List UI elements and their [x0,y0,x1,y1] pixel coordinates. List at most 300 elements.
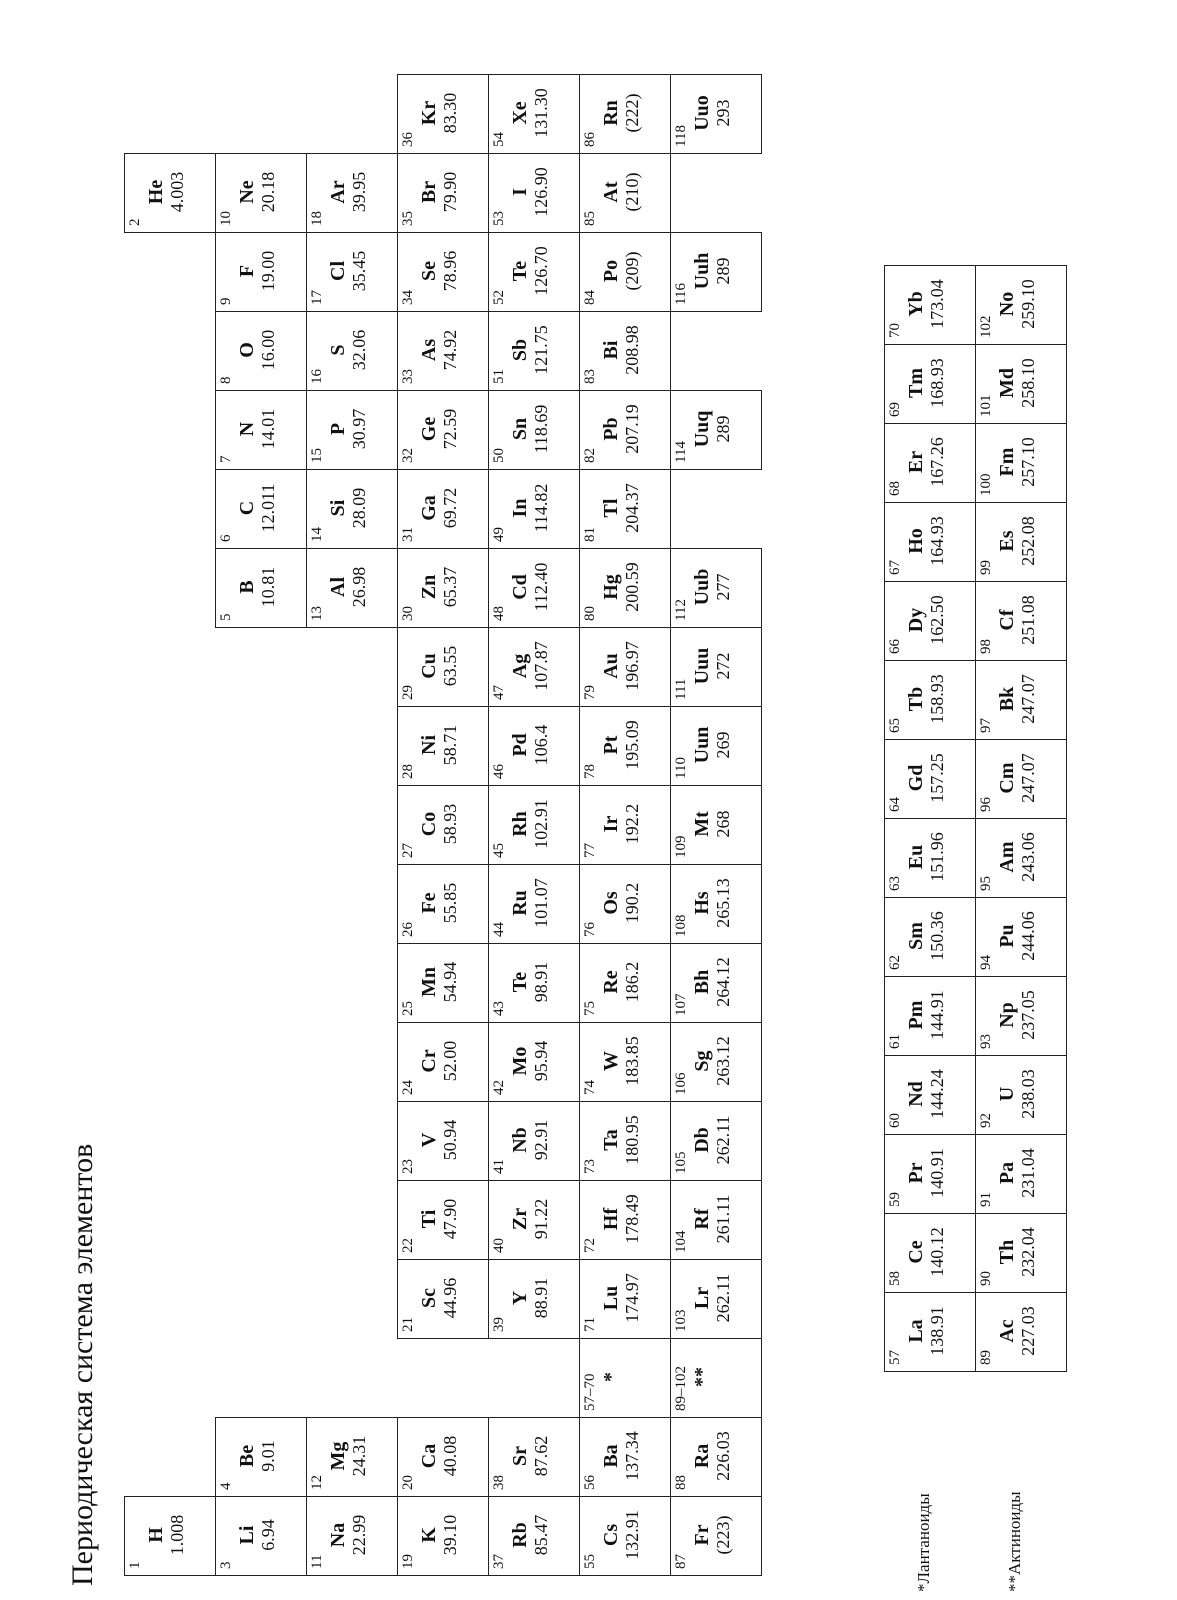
element-mass: 157.25 [927,753,947,803]
element-symbol: S [327,344,349,356]
element-cell [580,628,671,707]
element-cell-content [489,944,579,1022]
element-symbol: Co [418,811,440,837]
element-symbol: Ce [905,1240,927,1264]
element-mass: 262.11 [713,1273,733,1323]
element-mass: (209) [622,251,642,291]
element-cell-content [216,1497,306,1575]
element-cell-content [885,503,975,581]
element-mass: 87.62 [531,1435,551,1477]
empty-cell [307,865,398,944]
element-cell-content [307,233,397,311]
element-cell-content [671,628,761,706]
element-cell-content [307,1418,397,1496]
element-symbol: Rh [509,811,531,837]
element-symbol: Ac [996,1319,1018,1343]
element-cell-content [489,865,579,943]
element-cell-content [671,1181,761,1259]
element-cell-content [398,154,488,232]
element-number: 74 [582,1080,598,1095]
element-cell-content [885,266,975,344]
empty-cell [125,628,216,707]
element-number: 10 [218,211,234,226]
element-symbol: Hg [600,574,622,600]
element-symbol: Uuh [691,252,713,290]
element-number: 93 [978,1034,994,1049]
element-symbol: Sm [905,922,927,950]
element-cell [580,1102,671,1181]
element-cell-content [976,266,1066,344]
element-cell [216,549,307,628]
element-symbol: Hf [600,1207,622,1231]
element-mass: 102.91 [531,799,551,849]
element-symbol: Pd [509,733,531,757]
empty-cell [125,1418,216,1497]
element-mass: 140.12 [927,1227,947,1277]
element-number: 61 [887,1034,903,1049]
element-cell-content [580,865,670,943]
element-number: 30 [400,606,416,621]
element-number: 31 [400,527,416,542]
element-cell-content [398,470,488,548]
element-cell-content [216,470,306,548]
element-mass: 16.00 [258,329,278,371]
element-cell-content [885,582,975,660]
element-mass: 32.06 [349,329,369,371]
element-symbol: Ca [418,1443,440,1469]
element-symbol: Ra [691,1443,713,1469]
element-cell [398,1497,489,1576]
element-number: 2 [127,218,143,226]
element-number: 23 [400,1159,416,1174]
element-mass: 259.10 [1018,279,1038,329]
element-cell [125,154,216,233]
element-cell [885,1135,976,1214]
element-symbol: No [996,291,1018,317]
element-cell [580,312,671,391]
empty-cell [125,1181,216,1260]
element-cell-content [307,1497,397,1575]
element-cell-content [580,707,670,785]
element-number: 12 [309,1475,325,1490]
element-cell [307,1418,398,1497]
element-number: 105 [673,1151,689,1174]
element-cell [489,707,580,786]
empty-cell [671,312,762,391]
element-number: 5 [218,613,234,621]
element-number: 42 [491,1080,507,1095]
element-cell-content [671,1102,761,1180]
element-number: 24 [400,1080,416,1095]
element-cell [489,549,580,628]
element-mass: 268 [713,810,733,838]
element-number: 102 [978,315,994,338]
element-cell-content [580,944,670,1022]
element-cell [489,786,580,865]
element-symbol: Rn [600,100,622,126]
element-cell [398,1418,489,1497]
element-symbol: Sg [691,1050,713,1072]
element-mass: 263.12 [713,1036,733,1086]
element-mass: 151.96 [927,832,947,882]
element-mass: 1.008 [167,1514,187,1556]
empty-cell [216,786,307,865]
element-symbol: He [145,179,167,205]
empty-cell [216,944,307,1023]
element-mass: (222) [622,93,642,133]
element-cell-content [307,470,397,548]
element-cell-content [885,740,975,818]
element-symbol: Uun [691,726,713,764]
element-cell [398,1102,489,1181]
element-cell [398,1023,489,1102]
empty-cell [216,1181,307,1260]
element-mass: 92.91 [531,1119,551,1161]
element-cell [976,503,1067,582]
element-number: 116 [673,283,689,305]
element-symbol: Th [996,1239,1018,1265]
element-mass: 69.72 [440,487,460,529]
element-symbol: Sc [418,1288,440,1308]
element-number: 77 [582,843,598,858]
element-symbol: Hs [691,891,713,915]
element-mass: 238.03 [1018,1069,1038,1119]
element-cell [580,1023,671,1102]
element-number: 49 [491,527,507,542]
element-mass: (223) [713,1515,733,1555]
element-mass: 265.13 [713,878,733,928]
element-mass: 88.91 [531,1277,551,1319]
element-cell-content [489,628,579,706]
element-cell [398,312,489,391]
element-cell [976,582,1067,661]
element-number: 29 [400,685,416,700]
element-symbol: Pr [905,1162,927,1184]
element-cell [307,154,398,233]
element-cell [671,1339,762,1418]
element-number: 38 [491,1475,507,1490]
element-cell [885,582,976,661]
table-row [671,75,762,1576]
element-cell-content [671,707,761,785]
element-mass: 118.69 [531,404,551,454]
element-mass: 132.91 [622,1510,642,1560]
element-number: 6 [218,534,234,542]
element-number: 110 [673,757,689,779]
element-number: 11 [309,1554,325,1569]
element-cell [307,391,398,470]
element-cell-content [671,233,761,311]
element-cell [671,628,762,707]
element-mass: 167.26 [927,437,947,487]
element-symbol: C [236,500,258,516]
element-mass: 121.75 [531,325,551,375]
element-cell [885,740,976,819]
element-mass: 4.003 [167,171,187,213]
element-cell [216,312,307,391]
element-mass: 112.40 [531,562,551,612]
element-number: 35 [400,211,416,226]
element-mass: 44.96 [440,1277,460,1319]
element-symbol: Cf [996,609,1018,631]
element-symbol: Zr [509,1207,531,1231]
element-symbol: Uuq [691,410,713,448]
element-cell [671,1497,762,1576]
element-mass: 138.91 [927,1306,947,1356]
element-symbol: V [418,1132,440,1148]
element-mass: 101.07 [531,878,551,928]
element-number: 99 [978,560,994,575]
element-cell [885,1056,976,1135]
element-cell-content [398,391,488,469]
element-number: 21 [400,1317,416,1332]
element-mass: 190.2 [622,882,642,924]
empty-cell [125,549,216,628]
element-mass: 58.71 [440,724,460,766]
element-mass: 30.97 [349,408,369,450]
element-cell-content [580,1339,670,1417]
empty-cell [125,1102,216,1181]
element-cell [885,819,976,898]
element-cell-content [976,740,1066,818]
element-symbol: Ti [418,1209,440,1229]
element-cell-content [976,1293,1066,1371]
element-number: 90 [978,1271,994,1286]
element-symbol: Sn [509,417,531,441]
empty-cell [307,1339,398,1418]
element-number: 101 [978,394,994,417]
element-symbol: Uuo [691,95,713,131]
element-symbol: Er [905,450,927,474]
empty-cell [125,786,216,865]
element-mass: 79.90 [440,171,460,213]
table-row [976,266,1067,1372]
element-cell [671,549,762,628]
element-mass: 204.37 [622,483,642,533]
element-number: 69 [887,402,903,417]
element-mass: 78.96 [440,250,460,292]
element-cell [580,154,671,233]
element-cell [398,628,489,707]
element-symbol: B [236,580,258,594]
periodic-table [124,74,762,1576]
element-number: 37 [491,1554,507,1569]
element-mass: 55.85 [440,882,460,924]
element-number: 94 [978,955,994,970]
element-cell-content [671,786,761,864]
element-cell [489,1023,580,1102]
element-cell-content [885,424,975,502]
element-number: 52 [491,290,507,305]
empty-cell [671,154,762,233]
element-symbol: Zn [418,574,440,600]
element-cell-content [976,1135,1066,1213]
element-cell [398,707,489,786]
element-cell-content [216,312,306,390]
element-cell-content [580,1102,670,1180]
element-cell [489,75,580,154]
element-number: 13 [309,606,325,621]
element-cell [580,391,671,470]
element-symbol: Np [996,1002,1018,1028]
element-mass: 226.03 [713,1431,733,1481]
element-cell-content [580,1418,670,1496]
element-cell-content [671,75,761,153]
element-mass: 243.06 [1018,832,1038,882]
element-number: 51 [491,369,507,384]
element-mass: 269 [713,731,733,759]
element-mass: 192.2 [622,803,642,845]
empty-cell [216,707,307,786]
element-symbol: Pm [905,1000,927,1030]
element-symbol: La [905,1319,927,1343]
element-mass: 52.00 [440,1040,460,1082]
element-cell-content [125,1497,215,1575]
element-mass: 200.59 [622,562,642,612]
element-cell-content [489,1497,579,1575]
element-mass: 164.93 [927,516,947,566]
element-symbol: Ni [418,735,440,755]
element-mass: 257.10 [1018,437,1038,487]
element-symbol: Nd [905,1081,927,1107]
element-cell [976,1293,1067,1372]
element-cell-content [976,898,1066,976]
element-mass: 178.49 [622,1194,642,1244]
element-number: 63 [887,876,903,891]
element-cell [489,1181,580,1260]
element-cell [671,1023,762,1102]
element-mass: 180.95 [622,1115,642,1165]
element-number: 16 [309,369,325,384]
element-mass: 24.31 [349,1435,369,1477]
element-cell [489,154,580,233]
element-cell [976,424,1067,503]
element-cell-content [671,1418,761,1496]
element-cell [671,1102,762,1181]
page-title: Периодическая система элементов [66,1143,99,1586]
element-symbol: Mn [418,967,440,997]
element-symbol: H [145,1527,167,1543]
element-cell [398,944,489,1023]
element-cell-content [489,1023,579,1101]
element-number: 22 [400,1238,416,1253]
element-symbol: Al [327,577,349,597]
element-cell-content [489,391,579,469]
element-cell-content [398,1418,488,1496]
element-number: 97 [978,718,994,733]
element-mass: 22.99 [349,1514,369,1556]
element-cell-content [580,1497,670,1575]
element-cell-content [398,1181,488,1259]
element-cell [885,266,976,345]
element-number: 95 [978,876,994,891]
element-cell [885,345,976,424]
element-number: 65 [887,718,903,733]
lanthanides-label: *Лантаноиды [914,1493,933,1592]
element-cell [580,786,671,865]
element-number: 4 [218,1482,234,1490]
element-cell [671,391,762,470]
element-symbol: Ar [327,180,349,204]
element-cell-content [307,154,397,232]
element-symbol: K [418,1527,440,1543]
element-symbol: Lu [600,1285,622,1311]
element-number: 62 [887,955,903,970]
element-symbol: As [418,338,440,362]
element-symbol: Po [600,259,622,283]
element-cell-content [671,1023,761,1101]
element-number: 28 [400,764,416,779]
element-cell [671,233,762,312]
element-cell [671,944,762,1023]
element-symbol: Eu [905,844,927,870]
empty-cell [125,1023,216,1102]
element-symbol: Cr [418,1049,440,1073]
element-cell [398,865,489,944]
element-mass: 208.98 [622,325,642,375]
element-mass: 39.95 [349,171,369,213]
empty-cell [398,1339,489,1418]
element-mass: 10.81 [258,566,278,608]
element-number: 66 [887,639,903,654]
element-symbol: Ir [600,815,622,833]
element-cell-content [580,391,670,469]
empty-cell [125,1339,216,1418]
element-mass: 63.55 [440,645,460,687]
element-cell [671,1418,762,1497]
element-number: 25 [400,1001,416,1016]
element-cell [885,503,976,582]
element-number: 73 [582,1159,598,1174]
element-cell [885,1293,976,1372]
element-mass: 14.01 [258,408,278,450]
element-number: 3 [218,1561,234,1569]
element-number: 53 [491,211,507,226]
element-cell [885,424,976,503]
empty-cell [307,628,398,707]
table-row [885,266,976,1372]
element-cell-content [885,1135,975,1213]
table-row [580,75,671,1576]
empty-cell [307,1023,398,1102]
element-symbol: Ne [236,180,258,204]
element-number: 9 [218,297,234,305]
element-cell [976,740,1067,819]
empty-cell [216,865,307,944]
element-mass: 72.59 [440,408,460,450]
element-cell [216,470,307,549]
element-cell [976,345,1067,424]
element-cell-content [216,1418,306,1496]
element-number: 78 [582,764,598,779]
element-cell-content [489,549,579,627]
element-number: 92 [978,1113,994,1128]
empty-cell [125,470,216,549]
element-mass: 174.97 [622,1273,642,1323]
element-number: 79 [582,685,598,700]
element-mass: 247.07 [1018,753,1038,803]
element-cell-content [398,707,488,785]
element-mass: 20.18 [258,171,278,213]
element-cell [580,233,671,312]
empty-cell [216,1023,307,1102]
element-symbol: Uuu [691,647,713,685]
element-cell [580,75,671,154]
element-cell-content [976,424,1066,502]
element-number: 19 [400,1554,416,1569]
element-symbol: Ho [905,528,927,554]
element-cell [671,1181,762,1260]
